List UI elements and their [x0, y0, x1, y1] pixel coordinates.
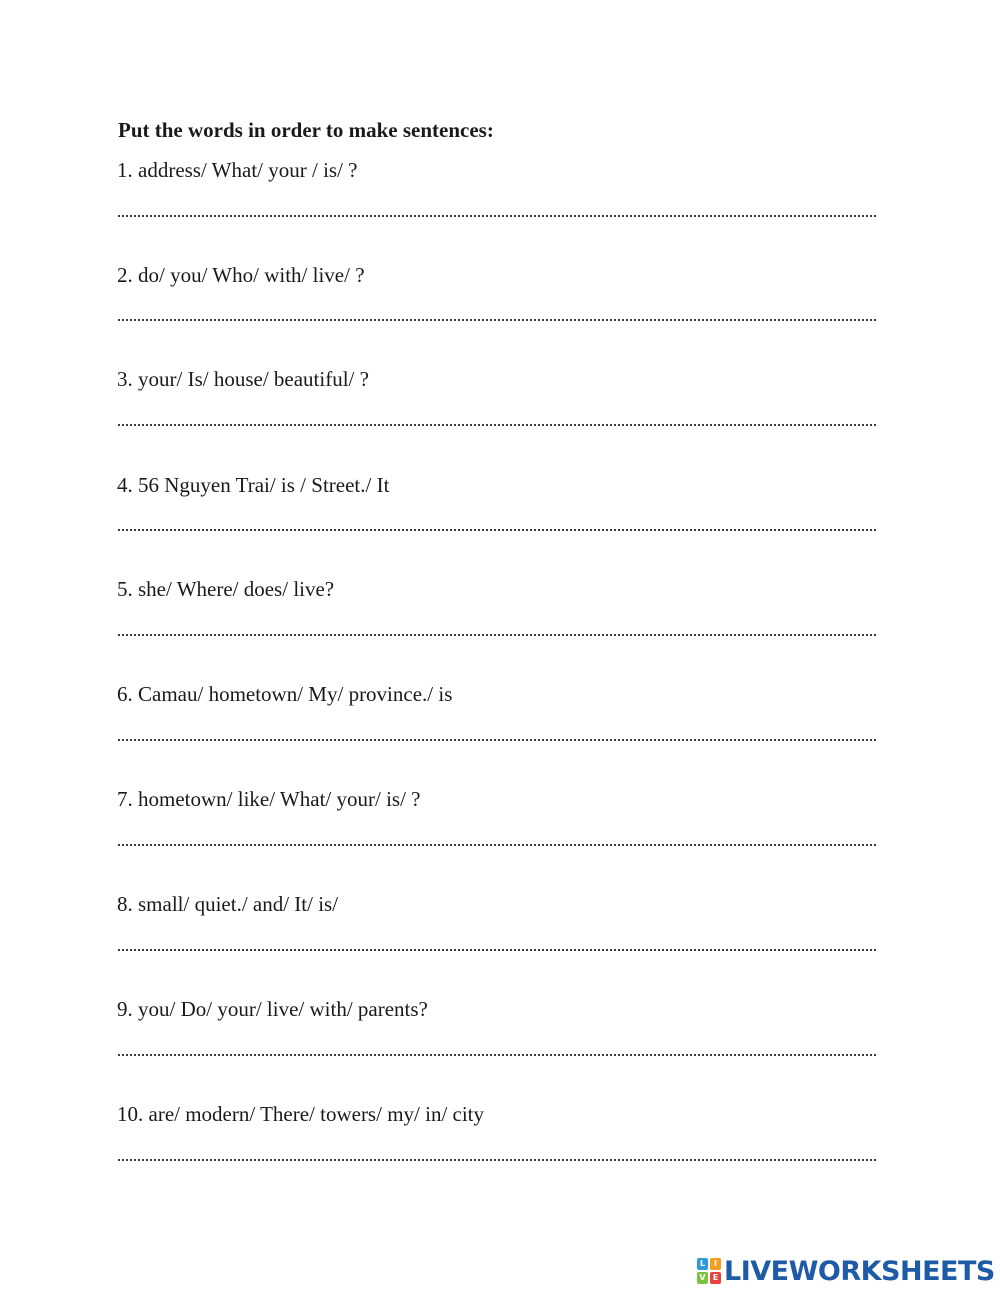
question-item	[0, 473, 1000, 573]
question-item	[0, 997, 1000, 1097]
question-item	[0, 682, 1000, 782]
question-prompt: 3. your/ Is/ house/ beautiful/ ?	[117, 367, 369, 391]
question-item	[0, 892, 1000, 992]
answer-line[interactable]	[118, 949, 876, 951]
question-item	[0, 158, 1000, 258]
question-item	[0, 577, 1000, 677]
question-item	[0, 367, 1000, 467]
question-prompt: 5. she/ Where/ does/ live?	[117, 577, 335, 601]
answer-line[interactable]	[118, 319, 876, 321]
question-item	[0, 787, 1000, 887]
question-item	[0, 263, 1000, 363]
answer-line[interactable]	[118, 844, 876, 846]
logo-block: V	[697, 1272, 708, 1284]
answer-line[interactable]	[118, 424, 876, 426]
question-prompt: 10. are/ modern/ There/ towers/ my/ in/ city	[117, 1102, 485, 1126]
answer-line[interactable]	[118, 215, 876, 217]
question-item	[0, 1102, 1000, 1202]
logo-text: LIVEWORKSHEETS	[724, 1255, 995, 1287]
liveworksheets-blocks-icon	[697, 1258, 721, 1284]
answer-line[interactable]	[118, 739, 876, 741]
question-prompt: 7. hometown/ like/ What/ your/ is/ ?	[117, 787, 421, 811]
answer-line[interactable]	[118, 529, 876, 531]
instruction-heading: Put the words in order to make sentences:	[118, 118, 494, 142]
question-prompt: 9. you/ Do/ your/ live/ with/ parents?	[117, 997, 428, 1021]
logo-block: I	[710, 1258, 721, 1270]
answer-line[interactable]	[118, 1054, 876, 1056]
answer-line[interactable]	[118, 1159, 876, 1161]
answer-line[interactable]	[118, 634, 876, 636]
question-prompt: 6. Camau/ hometown/ My/ province./ is	[117, 682, 453, 706]
question-prompt: 2. do/ you/ Who/ with/ live/ ?	[117, 263, 365, 287]
logo-block: E	[710, 1272, 721, 1284]
question-prompt: 4. 56 Nguyen Trai/ is / Street./ It	[117, 473, 390, 497]
liveworksheets-logo[interactable]	[697, 1255, 995, 1287]
question-prompt: 8. small/ quiet./ and/ It/ is/	[117, 892, 339, 916]
question-prompt: 1. address/ What/ your / is/ ?	[117, 158, 358, 182]
logo-block: L	[697, 1258, 708, 1270]
